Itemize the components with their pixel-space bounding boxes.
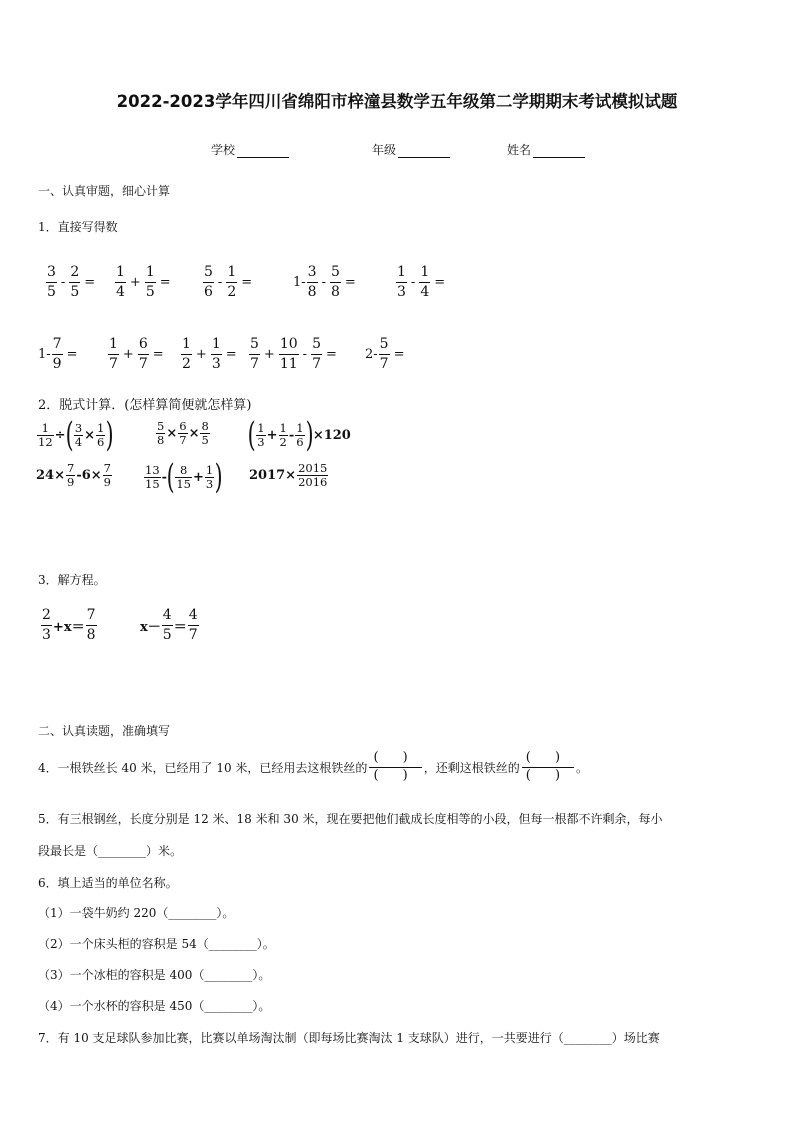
grade-label: 年级 <box>372 143 397 157</box>
name-blank[interactable] <box>533 145 585 158</box>
fraction: $\frac{1}{3}$ <box>257 420 265 449</box>
q2-expr-1: $\frac{1}{12}$ ÷ ( $\frac{3}{4}$ × $\frac{1}{6}$ ) <box>38 415 114 455</box>
q6-item-4[interactable]: （4）一个水杯的容积是 450（________）。 <box>38 999 271 1013</box>
fraction: $\frac{1}{2}$ <box>227 264 237 300</box>
fraction: $\frac{2015}{2016}$ <box>298 461 328 489</box>
q4-text-2: ，还剩这根铁丝的 <box>423 760 520 775</box>
q1-item-2: $\frac{1}{4}$ + $\frac{1}{5}$ = <box>116 264 171 300</box>
fraction: $\frac{8}{15}$ <box>176 462 191 491</box>
fraction: $\frac{6}{7}$ <box>138 336 148 372</box>
fraction: $\frac{3}{4}$ <box>74 420 83 449</box>
q3-equation-1: $\frac{2}{3}$ +x＝ $\frac{7}{8}$ <box>42 607 96 643</box>
q7-line-1[interactable]: 7．有 10 支足球队参加比赛，比赛以单场淘汰制（即每场比赛淘汰 1 支球队）进行，一共要进行（________）场比赛 <box>38 1031 660 1045</box>
fraction: $\frac{2}{5}$ <box>70 264 80 300</box>
fraction: $\frac{7}{8}$ <box>86 607 96 643</box>
fraction: $\frac{13}{15}$ <box>145 462 160 491</box>
fraction: $\frac{7}{9}$ <box>103 461 111 489</box>
q4-text-1: 4．一根铁丝长 40 米，已经用了 10 米，已经用去这根铁丝的 <box>38 760 368 775</box>
q1-item-6: 1- $\frac{7}{9}$ = <box>38 336 78 372</box>
q4-text-3: 。 <box>576 760 589 775</box>
fraction: $\frac{1}{2}$ <box>182 336 191 372</box>
school-label: 学校 <box>211 143 236 157</box>
grade-blank[interactable] <box>398 145 450 158</box>
fraction: $\frac{5}{7}$ <box>379 336 389 372</box>
q6-item-2[interactable]: （2）一个床头柜的容积是 54（________）。 <box>38 937 275 951</box>
q1-item-9: $\frac{5}{7}$ + $\frac{10}{11}$ - $\frac{5}{7}$ = <box>250 336 337 372</box>
fraction: $\frac{1}{4}$ <box>420 264 430 300</box>
q2-label: 2．脱式计算．(怎样算简便就怎样算) <box>38 398 252 413</box>
q2-expr-3: ( $\frac{1}{3}$ + $\frac{1}{2}$ - $\frac{1}{6}$ ) ×120 <box>247 415 351 455</box>
q2-expr-5: $\frac{13}{15}$ - ( $\frac{8}{15}$ + $\frac{1}{3}$ ) <box>145 457 223 497</box>
name-field[interactable] <box>507 141 585 158</box>
fraction: $\frac{4}{5}$ <box>162 607 172 643</box>
fraction: $\frac{6}{7}$ <box>179 419 187 447</box>
fraction: $\frac{1}{3}$ <box>397 264 406 300</box>
fraction: $\frac{5}{6}$ <box>204 264 213 300</box>
fraction: $\frac{1}{4}$ <box>116 264 125 300</box>
fraction: $\frac{7}{9}$ <box>52 336 62 372</box>
fraction: $\frac{3}{8}$ <box>307 264 317 300</box>
q1-item-4: 1- $\frac{3}{8}$ - $\frac{5}{8}$ = <box>293 264 356 300</box>
q1-item-5: $\frac{1}{3}$ - $\frac{1}{4}$ = <box>397 264 446 300</box>
q2-expr-6: 2017× $\frac{2015}{2016}$ <box>249 461 328 489</box>
page-title: 2022-2023学年四川省绵阳市梓潼县数学五年级第二学期期末考试模拟试题 <box>116 92 678 111</box>
fraction: $\frac{1}{3}$ <box>211 336 221 372</box>
fraction: $\frac{1}{5}$ <box>145 264 155 300</box>
grade-field[interactable] <box>372 141 450 158</box>
fraction: $\frac{5}{7}$ <box>312 336 321 372</box>
fraction: $\frac{1}{6}$ <box>97 420 105 449</box>
q3-equation-2: x－ $\frac{4}{5}$ ＝ $\frac{4}{7}$ <box>140 607 198 643</box>
q6-label: 6．填上适当的单位名称。 <box>38 876 178 890</box>
fraction: $\frac{10}{11}$ <box>279 336 298 372</box>
q1-label: 1．直接写得数 <box>38 220 118 234</box>
fraction: $\frac{1}{3}$ <box>205 462 214 491</box>
q4-answer-slot-1[interactable]: ( ) ( ) <box>369 750 421 785</box>
q3-label: 3．解方程。 <box>38 573 106 587</box>
q5-line-2[interactable]: 段最长是（________）米。 <box>38 844 183 858</box>
fraction: $\frac{8}{5}$ <box>201 419 209 447</box>
q6-item-3[interactable]: （3）一个冰柜的容积是 400（________）。 <box>38 968 271 982</box>
fraction: $\frac{3}{5}$ <box>47 264 56 300</box>
fraction: $\frac{5}{8}$ <box>157 419 165 447</box>
fraction: $\frac{7}{9}$ <box>66 461 75 489</box>
q4 <box>38 750 588 785</box>
fraction: $\frac{1}{6}$ <box>296 420 304 449</box>
fraction: $\frac{1}{7}$ <box>109 336 118 372</box>
school-blank[interactable] <box>237 145 289 158</box>
fraction: $\frac{5}{8}$ <box>331 264 340 300</box>
q4-answer-slot-2[interactable]: ( ) ( ) <box>522 750 574 785</box>
q5-line-1: 5．有三根钢丝，长度分别是 12 米、18 米和 30 米，现在要把他们截成长度相等的小段，但每一根都不许剩余，每小 <box>38 812 663 826</box>
section-2-heading: 二、认真读题，准确填写 <box>38 724 171 738</box>
section-1-heading: 一、认真审题，细心计算 <box>38 184 171 198</box>
q1-item-10: 2- $\frac{5}{7}$ = <box>365 336 405 372</box>
fraction: $\frac{2}{3}$ <box>42 607 51 643</box>
q6-item-1[interactable]: （1）一袋牛奶约 220（________）。 <box>38 906 235 920</box>
q1-item-7: $\frac{1}{7}$ + $\frac{6}{7}$ = <box>109 336 164 372</box>
q1-item-3: $\frac{5}{6}$ - $\frac{1}{2}$ = <box>204 264 253 300</box>
fraction: $\frac{4}{7}$ <box>188 607 198 643</box>
fraction: $\frac{5}{7}$ <box>250 336 259 372</box>
q1-item-8: $\frac{1}{2}$ + $\frac{1}{3}$ = <box>182 336 237 372</box>
name-label: 姓名 <box>507 143 532 157</box>
fraction: $\frac{1}{12}$ <box>38 420 53 449</box>
fraction: $\frac{1}{2}$ <box>279 420 287 449</box>
school-field[interactable] <box>211 141 289 158</box>
q2-expr-2: $\frac{5}{8}$ × $\frac{6}{7}$ × $\frac{8}{5}$ <box>157 419 209 447</box>
q1-item-1: $\frac{3}{5}$ - $\frac{2}{5}$ = <box>47 264 96 300</box>
q2-expr-4: 24× $\frac{7}{9}$ -6× $\frac{7}{9}$ <box>36 461 111 489</box>
